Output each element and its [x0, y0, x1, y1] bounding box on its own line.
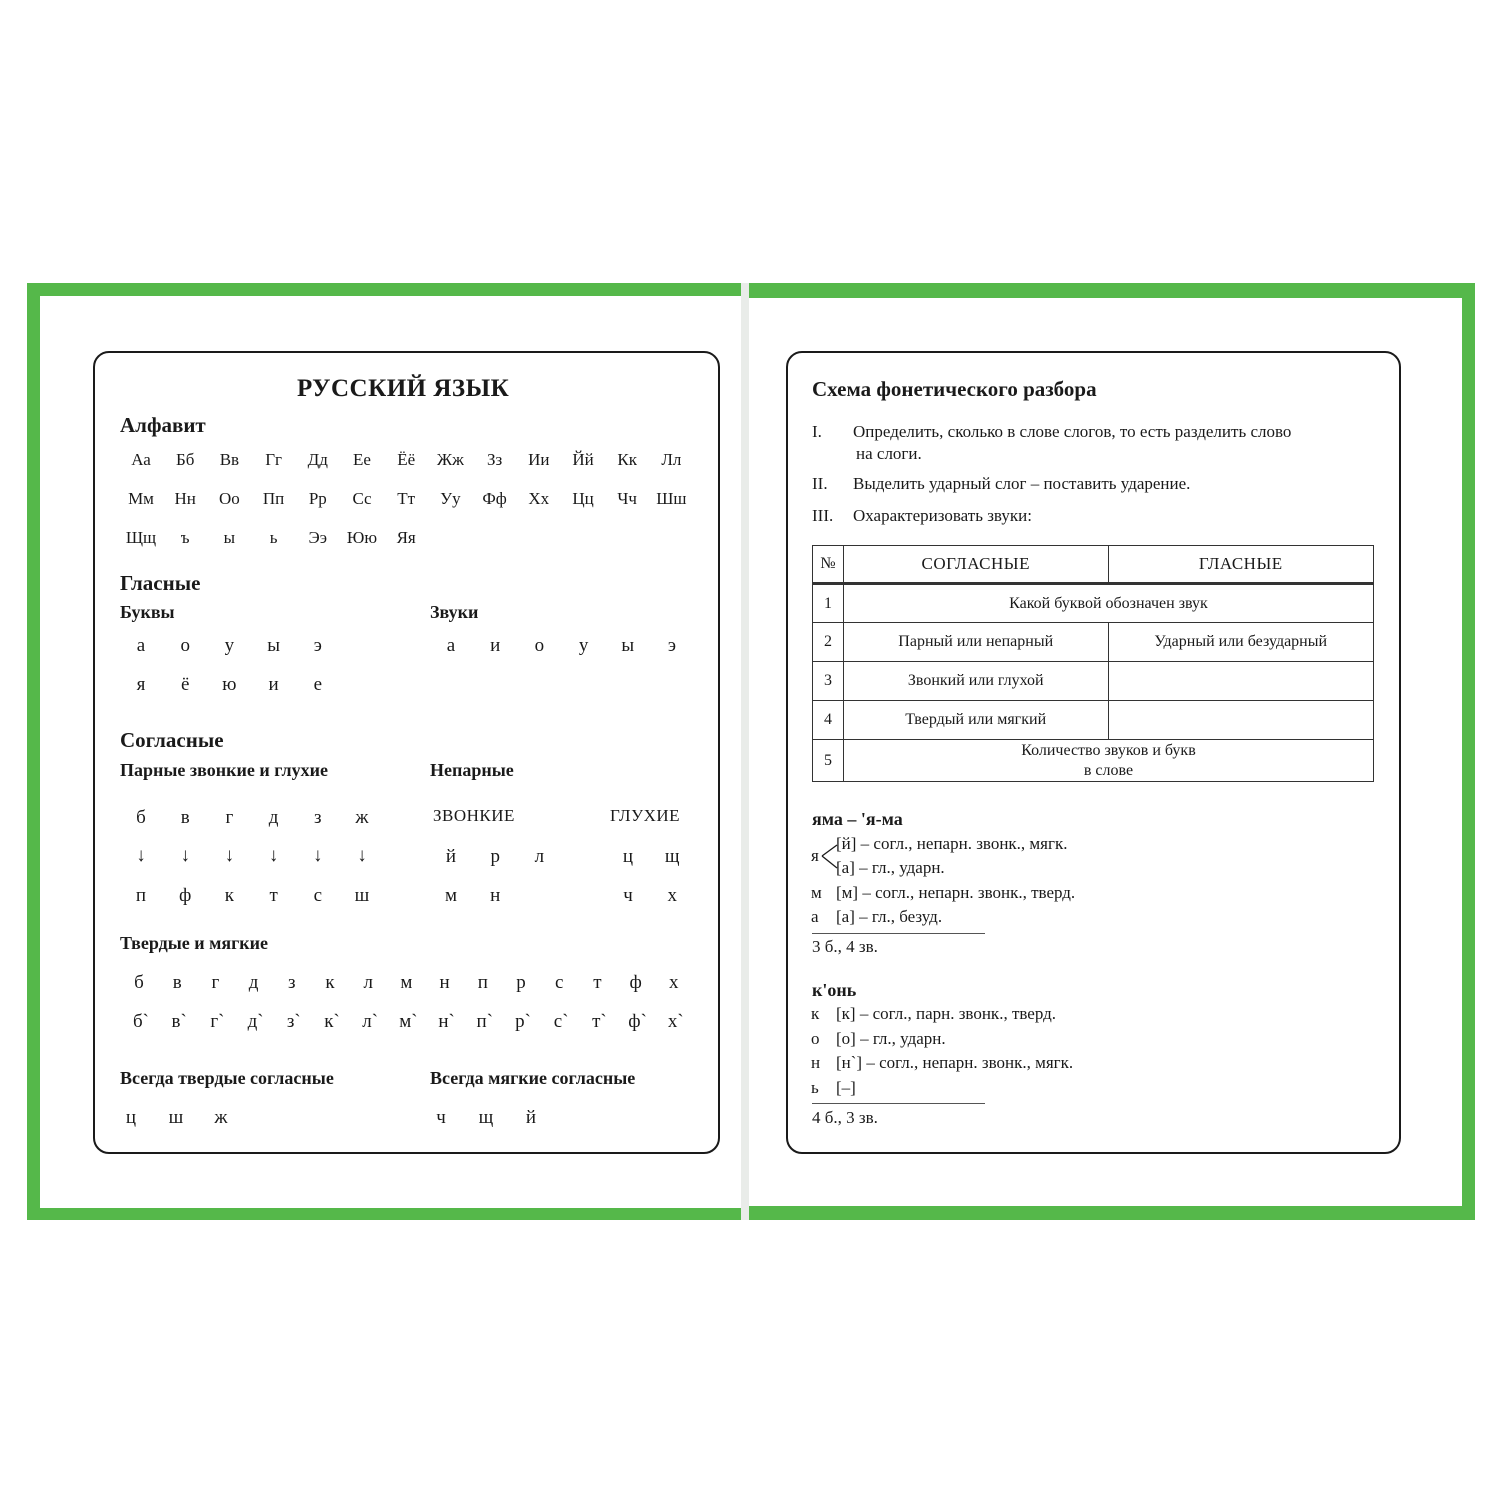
example-1-heading: яма – 'я-ма — [812, 809, 903, 829]
vowel-letter: ы — [267, 635, 280, 656]
step-3-text: Охарактеризовать звуки: — [853, 506, 1032, 525]
paired-voiceless-letter: к — [224, 885, 234, 906]
table-row — [813, 740, 1374, 782]
hard-consonant: л — [363, 972, 373, 993]
alphabet-letter: Бб — [175, 450, 195, 469]
vowel-letter: ю — [222, 674, 237, 695]
down-arrow-icon: ↓ — [357, 845, 367, 866]
hard-consonant: х — [669, 972, 679, 993]
table-cell: Звонкий или глухой — [843, 662, 1108, 701]
example-1-row-1-desc: [м] – согл., непарн. звонк., тверд. — [836, 883, 1076, 902]
example-1-branch-1: [й] – согл., непарн. звонк., мягк. — [836, 834, 1068, 853]
hard-consonant: б — [134, 972, 144, 993]
table-cell: Твердый или мягкий — [843, 701, 1108, 740]
example-2-heading: к'онь — [812, 980, 857, 1000]
example-1-divider — [812, 933, 985, 934]
vowel-sound: ы — [621, 635, 635, 656]
phonetic-scheme-title: Схема фонетического разбора — [812, 377, 1097, 401]
soft-consonant: з` — [286, 1011, 301, 1032]
page-title: РУССКИЙ ЯЗЫК — [297, 375, 510, 402]
alphabet-letter: Сс — [352, 489, 372, 508]
always-soft-letter: щ — [478, 1107, 494, 1128]
hard-consonant: н — [439, 972, 450, 993]
table-cell-line: Количество звуков и букв — [1021, 741, 1196, 759]
unpaired-consonants-heading: Непарные — [430, 760, 514, 780]
unpaired-voiceless-letter: ч — [623, 885, 633, 906]
example-2-row-3-letter: н — [811, 1053, 821, 1072]
table-row — [813, 662, 1374, 701]
soft-consonant: н` — [438, 1011, 455, 1032]
example-2-row-1-desc: [к] – согл., парн. звонк., тверд. — [836, 1004, 1057, 1023]
voiceless-label: ГЛУХИЕ — [610, 806, 681, 825]
soft-consonant: в` — [171, 1011, 187, 1032]
voiced-label: ЗВОНКИЕ — [433, 806, 515, 825]
example-1-row-2-letter: а — [811, 907, 819, 926]
example-2-total: 4 б., 3 зв. — [812, 1108, 878, 1127]
hard-consonant: к — [325, 972, 335, 993]
soft-consonant: х` — [667, 1011, 684, 1032]
hard-consonant: з — [288, 972, 296, 993]
down-arrow-icon: ↓ — [136, 845, 146, 866]
alphabet-letter: Юю — [346, 528, 378, 547]
alphabet-letter: Рр — [308, 489, 327, 508]
table-cell: Парный или непарный — [843, 623, 1108, 662]
hard-consonant: ф — [629, 972, 642, 993]
paired-voiced-letter: ж — [355, 807, 369, 828]
unpaired-voiced-letter: р — [490, 846, 500, 867]
hard-consonant: в — [172, 972, 182, 993]
paired-voiced-letter: г — [225, 807, 234, 828]
example-1-branch-2: [а] – гл., ударн. — [836, 858, 945, 877]
vowel-letter: е — [313, 674, 323, 695]
soft-consonant: с` — [553, 1011, 569, 1032]
alphabet-letter: ы — [223, 528, 236, 547]
alphabet-letter: Вв — [219, 450, 240, 469]
vowel-letter: и — [268, 674, 279, 695]
vowel-letters-heading: Буквы — [120, 602, 175, 622]
down-arrow-icon: ↓ — [224, 845, 235, 866]
unpaired-voiceless-letter: ц — [622, 846, 634, 867]
example-2-row-1-letter: к — [811, 1004, 820, 1023]
paired-voiced-letter: з — [314, 807, 322, 828]
step-1-text-cont: на слоги. — [856, 444, 922, 463]
paired-voiceless-letter: ш — [354, 885, 370, 906]
vowel-letter: а — [136, 635, 146, 656]
always-hard-letter: ш — [168, 1107, 184, 1128]
alphabet-letter: Дд — [307, 450, 328, 469]
soft-consonant: ф` — [628, 1011, 647, 1032]
table-cell-line: в слове — [1083, 761, 1134, 779]
always-hard-letter: ж — [214, 1107, 228, 1128]
example-2-row-2-letter: о — [811, 1029, 820, 1048]
always-hard-heading: Всегда твердые согласные — [120, 1068, 334, 1088]
alphabet-letter: Мм — [128, 489, 154, 508]
vowels-heading: Гласные — [120, 571, 201, 595]
table-cell — [1108, 662, 1374, 701]
example-1-total: 3 б., 4 зв. — [812, 937, 878, 956]
alphabet-letter: Аа — [131, 450, 151, 469]
header-vowels: ГЛАСНЫЕ — [1108, 546, 1374, 584]
alphabet-letter: Нн — [174, 489, 196, 508]
alphabet-letter: Фф — [482, 489, 507, 508]
unpaired-voiced-letter: м — [444, 885, 458, 906]
vowel-sound: э — [667, 635, 677, 656]
example-1-row-2-desc: [а] – гл., безуд. — [836, 907, 943, 926]
alphabet-letter: Кк — [617, 450, 637, 469]
header-consonants: СОГЛАСНЫЕ — [843, 546, 1108, 584]
paired-voiceless-letter: п — [135, 885, 147, 906]
consonants-heading: Согласные — [120, 728, 224, 752]
table-header-row — [813, 546, 1374, 584]
table-row — [813, 701, 1374, 740]
alphabet-letter: Хх — [528, 489, 550, 508]
step-2-text: Выделить ударный слог – поставить ударение. — [853, 474, 1191, 493]
hard-soft-heading: Твердые и мягкие — [120, 933, 269, 953]
unpaired-voiceless-letter: щ — [664, 846, 680, 867]
alphabet-letter: Шш — [656, 489, 687, 508]
alphabet-letter: ь — [269, 528, 278, 547]
example-2-row-4-letter: ь — [811, 1078, 819, 1097]
alphabet-letter: Оо — [219, 489, 240, 508]
vowel-letter: э — [313, 635, 322, 656]
alphabet-letter: Яя — [396, 528, 416, 547]
alphabet-letter: Цц — [572, 489, 594, 508]
soft-consonant: т` — [592, 1011, 607, 1032]
example-2-divider — [812, 1103, 985, 1104]
hard-consonant: р — [516, 972, 526, 993]
paired-consonants-heading: Парные звонкие и глухие — [120, 760, 328, 780]
hard-consonant: м — [400, 972, 413, 993]
vowel-sounds-heading: Звуки — [430, 602, 479, 622]
always-soft-heading: Всегда мягкие согласные — [430, 1068, 636, 1088]
hard-consonant: д — [248, 972, 259, 993]
soft-consonant: л` — [362, 1011, 379, 1032]
phonetic-table — [812, 545, 1374, 782]
soft-consonant: к` — [324, 1011, 340, 1032]
paired-voiced-letter: в — [180, 807, 190, 828]
always-soft-letter: ч — [436, 1107, 446, 1128]
alphabet-letter: Чч — [617, 489, 637, 508]
down-arrow-icon: ↓ — [268, 845, 279, 866]
example-2-row-3-desc: [н`] – согл., непарн. звонк., мягк. — [836, 1053, 1074, 1072]
soft-consonant: д` — [247, 1011, 264, 1032]
step-1-text: Определить, сколько в слове слогов, то есть разделить слово — [853, 422, 1292, 441]
table-cell — [843, 740, 1373, 782]
vowel-letter: я — [136, 674, 146, 695]
always-hard-letter: ц — [125, 1107, 137, 1128]
hard-consonant: т — [593, 972, 602, 993]
row-number: 1 — [813, 584, 844, 623]
row-number: 2 — [813, 623, 844, 662]
hard-consonant: с — [554, 972, 564, 993]
alphabet-letter: Ии — [528, 450, 550, 469]
down-arrow-icon: ↓ — [180, 845, 190, 866]
table-row — [813, 584, 1374, 623]
alphabet-letter: Щщ — [125, 528, 157, 547]
alphabet-letter: Пп — [262, 489, 285, 508]
soft-consonant: р` — [515, 1011, 531, 1032]
step-2-number: II. — [812, 474, 828, 493]
alphabet-letter: Йй — [572, 450, 594, 469]
vowel-sound: у — [578, 635, 589, 656]
paired-voiced-letter: д — [268, 807, 279, 828]
soft-consonant: б` — [133, 1011, 149, 1032]
table-row — [813, 623, 1374, 662]
alphabet-letter: Ее — [353, 450, 371, 469]
unpaired-voiced-letter: л — [534, 846, 545, 867]
vowel-sound: о — [534, 635, 545, 656]
down-arrow-icon: ↓ — [313, 845, 323, 866]
alphabet-letter: Лл — [661, 450, 682, 469]
example-2-row-2-desc: [о] – гл., ударн. — [836, 1029, 946, 1048]
paired-voiceless-letter: ф — [179, 885, 192, 906]
vowel-letter: у — [224, 635, 235, 656]
soft-consonant: м` — [399, 1011, 418, 1032]
soft-consonant: г` — [210, 1011, 225, 1032]
alphabet-letter: Тт — [397, 489, 416, 508]
vowel-letter: ё — [180, 674, 190, 695]
row-number: 4 — [813, 701, 844, 740]
soft-consonant: п` — [476, 1011, 494, 1032]
alphabet-letter: Гг — [265, 450, 282, 469]
always-soft-letter: й — [525, 1107, 537, 1128]
row-number: 3 — [813, 662, 844, 701]
alphabet-letter: Зз — [486, 450, 503, 469]
step-3-number: III. — [812, 506, 834, 525]
example-2-row-4-desc: [–] — [836, 1078, 856, 1097]
unpaired-voiceless-letter: х — [667, 885, 677, 906]
hard-consonant: г — [211, 972, 220, 993]
table-cell: Ударный или безударный — [1108, 623, 1374, 662]
hard-consonant: п — [477, 972, 488, 993]
example-1-row-1-letter: м — [811, 883, 822, 902]
alphabet-letter: ъ — [180, 528, 190, 547]
table-cell: Какой буквой обозначен звук — [843, 584, 1373, 623]
unpaired-voiced-letter: н — [490, 885, 501, 906]
alphabet-letter: Ёё — [397, 450, 416, 469]
vowel-sound: и — [490, 635, 501, 656]
table-cell — [1108, 701, 1374, 740]
vowel-letter: о — [180, 635, 190, 656]
alphabet-letter: Уу — [440, 489, 461, 508]
example-1-branch-letter: я — [811, 846, 819, 865]
row-number: 5 — [813, 740, 844, 782]
alphabet-letter: Ээ — [308, 528, 328, 547]
alphabet-letter: Жж — [436, 450, 464, 469]
notebook-spine — [741, 283, 749, 1220]
paired-voiceless-letter: с — [313, 885, 323, 906]
header-number: № — [813, 546, 844, 584]
paired-voiceless-letter: т — [269, 885, 278, 906]
alphabet-heading: Алфавит — [120, 413, 206, 437]
step-1-number: I. — [812, 422, 822, 441]
paired-voiced-letter: б — [136, 807, 146, 828]
unpaired-voiced-letter: й — [445, 846, 457, 867]
vowel-sound: а — [446, 635, 456, 656]
